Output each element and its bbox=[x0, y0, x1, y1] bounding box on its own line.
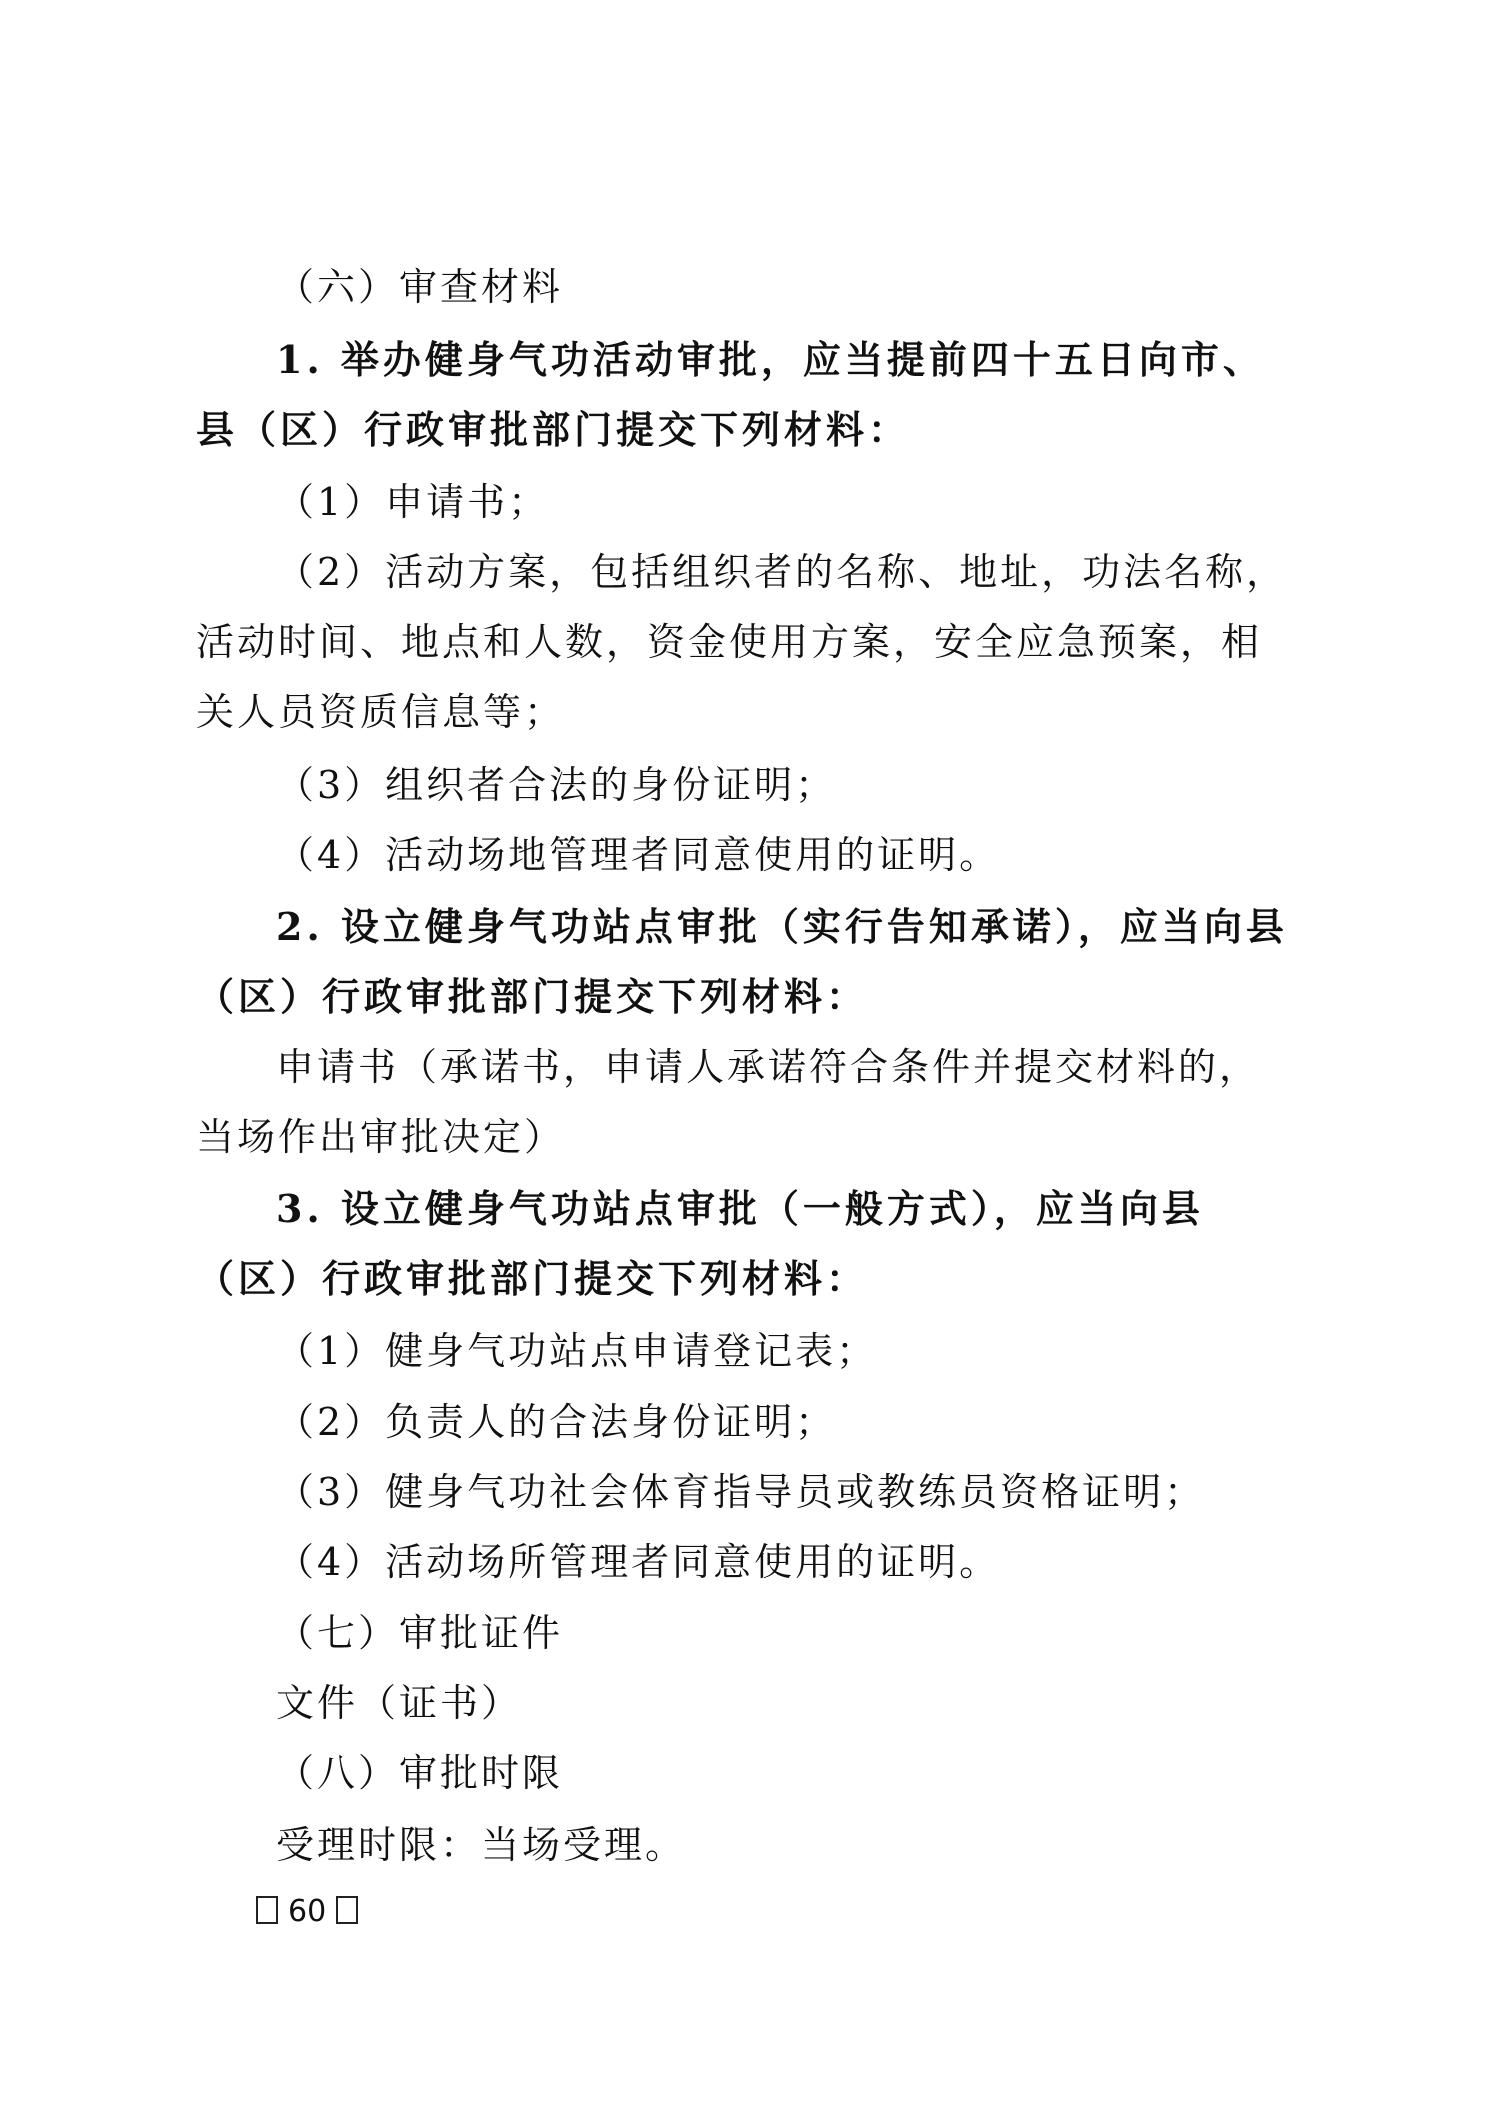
item-1-sub-1: （1）申请书； bbox=[276, 480, 550, 524]
section-heading-time-limit: （八）审批时限 bbox=[276, 1751, 564, 1795]
page-number-right-box bbox=[336, 1896, 358, 1924]
item-1-sub-2: （2）活动方案，包括组织者的名称、地址，功法名称，活动时间、地点和人数，资金使用方案，安全应急预案，相关人员资质信息等； bbox=[196, 550, 1288, 734]
item-2-text: 申请书（承诺书，申请人承诺符合条件并提交材料的，当场作出审批决定） bbox=[196, 1045, 1261, 1159]
section-heading-approval-certificate: （七）审批证件 bbox=[276, 1611, 564, 1655]
page-number bbox=[246, 1892, 368, 1932]
item-1-sub-4: （4）活动场地管理者同意使用的证明。 bbox=[276, 833, 1001, 877]
certificate-text: 文件（证书） bbox=[276, 1681, 523, 1725]
page-number-value: 60 bbox=[288, 1894, 327, 1929]
item-3-sub-4: （4）活动场所管理者同意使用的证明。 bbox=[276, 1540, 1001, 1584]
item-2-heading: 2. 设立健身气功站点审批（实行告知承诺），应当向县（区）行政审批部门提交下列材料： bbox=[196, 904, 1288, 1019]
item-3-sub-2: （2）负责人的合法身份证明； bbox=[276, 1400, 837, 1444]
section-heading-review-materials: （六）审查材料 bbox=[276, 265, 564, 309]
item-1-heading: 1. 举办健身气功活动审批，应当提前四十五日向市、县（区）行政审批部门提交下列材料： bbox=[196, 337, 1265, 452]
page-number-left-box bbox=[256, 1896, 278, 1924]
item-3-sub-3: （3）健身气功社会体育指导员或教练员资格证明； bbox=[276, 1470, 1206, 1514]
time-limit-text: 受理时限：当场受理。 bbox=[276, 1823, 687, 1867]
item-3-heading: 3. 设立健身气功站点审批（一般方式），应当向县（区）行政审批部门提交下列材料： bbox=[196, 1186, 1204, 1301]
item-1-sub-3: （3）组织者合法的身份证明； bbox=[276, 763, 837, 807]
item-3-sub-1: （1）健身气功站点申请登记表； bbox=[276, 1329, 878, 1373]
